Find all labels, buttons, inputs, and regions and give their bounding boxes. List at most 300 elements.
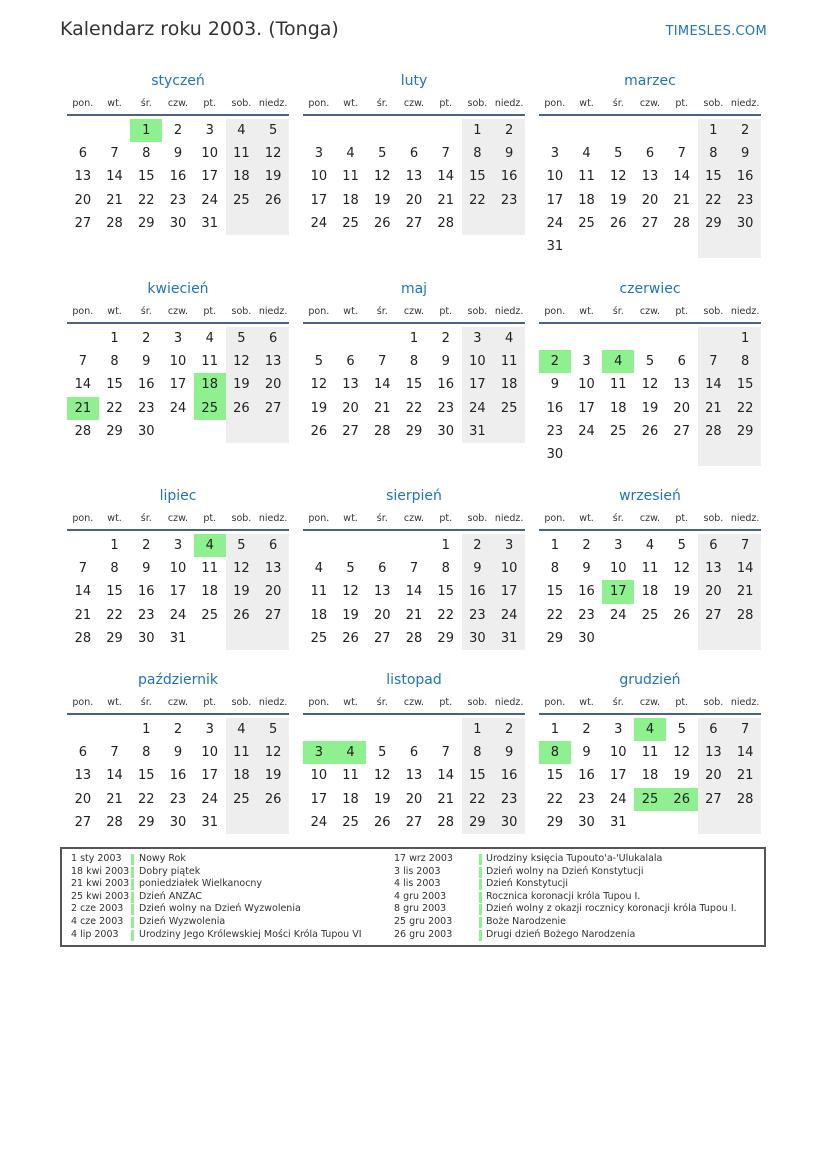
day-cell: 22 [546,791,564,807]
day-cell: 12 [342,584,359,600]
holiday-day-cell: 4 [602,350,634,373]
empty-day-cell [335,534,367,557]
day-cell: 10 [201,745,218,761]
legend-marker [479,879,482,890]
day-cell: 4 [226,718,258,741]
day-cell: 2 [462,534,494,557]
day-cell: 21 [74,607,92,623]
day-cell: 14 [405,584,423,600]
day-cell: 28 [437,814,454,830]
empty-day-cell [99,119,131,142]
weekday-label: pt. [203,697,217,708]
day-cell: 6 [78,146,87,162]
day-cell: 30 [493,811,525,834]
day-cell: 19 [673,768,690,784]
day-cell: 26 [374,814,391,830]
day-cell: 5 [257,718,289,741]
empty-day-cell [602,443,634,466]
weekday-label: wt. [107,513,122,524]
day-cell: 19 [310,400,328,416]
weekday-label: pt. [439,697,453,708]
day-cell: 24 [201,192,218,208]
weekday-label: niedz. [730,306,760,317]
month-name: maj [400,281,428,297]
month-name: czerwiec [619,281,681,297]
day-cell: 15 [462,764,494,787]
day-cell: 24 [578,423,595,439]
day-cell: 6 [257,534,289,557]
day-cell: 31 [201,215,218,231]
day-cell: 26 [226,397,258,420]
empty-day-cell [194,627,226,650]
day-cell: 6 [677,354,686,370]
day-cell: 9 [582,745,591,761]
day-cell: 7 [78,354,87,370]
empty-day-cell [539,119,571,142]
day-cell: 26 [257,189,289,212]
brand-link[interactable]: TIMESLES.COM [665,24,767,39]
weekday-header [539,509,761,531]
day-cell: 20 [374,607,391,623]
empty-day-cell [430,119,462,142]
day-cell: 6 [409,745,419,761]
empty-day-cell [462,212,494,235]
legend-holiday-name: Dzień Konstytucji [486,878,568,890]
day-cell: 10 [310,169,328,185]
day-grid [303,119,525,235]
page-title: Kalendarz roku 2003. (Tonga) [60,18,339,40]
month-name: styczeń [151,73,205,89]
legend-date: 18 kwi 2003 [71,865,130,877]
day-cell: 8 [698,142,730,165]
day-cell: 25 [493,397,525,420]
day-cell: 29 [405,423,423,439]
empty-day-cell [257,627,289,650]
day-cell: 25 [310,630,328,646]
day-cell: 2 [142,331,151,346]
day-cell: 1 [409,331,419,346]
empty-day-cell [698,443,730,466]
day-cell: 13 [257,557,289,580]
day-cell: 15 [546,584,564,600]
day-cell: 20 [405,192,423,208]
month-block [303,278,525,443]
month-block [67,669,289,834]
day-cell: 30 [578,630,595,646]
day-cell: 14 [74,377,92,393]
weekday-label: pon. [308,306,330,317]
day-cell: 14 [106,169,123,185]
empty-day-cell [634,443,666,466]
day-grid [67,718,289,834]
day-cell: 23 [578,791,595,807]
empty-day-cell [398,119,430,142]
empty-day-cell [571,327,603,350]
legend-holiday-name: Rocznica koronacji króla Tupou I. [486,890,641,902]
empty-day-cell [257,420,289,443]
day-cell: 12 [257,142,289,165]
day-cell: 29 [106,423,123,439]
day-cell: 10 [201,146,218,162]
weekday-header [539,693,761,715]
weekday-header [67,302,289,324]
day-cell: 30 [546,446,564,462]
weekday-label: czw. [403,98,425,109]
day-cell: 5 [614,146,623,162]
legend-marker [131,917,134,928]
weekday-label: czw. [639,697,661,708]
empty-day-cell [99,718,131,741]
day-cell: 20 [257,373,289,396]
day-cell: 30 [169,814,187,830]
holiday-day-cell: 25 [194,397,226,420]
empty-day-cell [257,212,289,235]
day-cell: 19 [374,791,391,807]
day-cell: 8 [110,354,119,370]
month-name: grudzień [619,672,681,688]
weekday-label: sob. [703,306,724,317]
day-cell: 5 [226,534,258,557]
day-cell: 4 [645,538,655,553]
legend-marker [131,904,134,915]
day-cell: 15 [698,165,730,188]
weekday-label: pt. [439,513,453,524]
empty-day-cell [398,534,430,557]
day-cell: 26 [226,604,258,627]
day-cell: 1 [462,718,494,741]
day-cell: 12 [673,745,690,761]
day-cell: 16 [546,400,564,416]
weekday-label: czw. [167,697,189,708]
day-cell: 26 [342,630,359,646]
day-cell: 24 [310,215,328,231]
day-cell: 3 [550,146,559,162]
month-block [67,485,289,650]
day-cell: 10 [546,169,564,185]
empty-day-cell [226,811,258,834]
day-cell: 11 [201,561,218,577]
month-block [539,669,761,834]
day-cell: 4 [346,146,355,162]
holiday-day-cell: 4 [335,741,367,764]
legend-date: 26 gru 2003 [394,928,453,940]
weekday-label: śr. [140,306,152,317]
day-cell: 13 [74,169,92,185]
empty-day-cell [634,235,666,258]
holiday-day-cell: 18 [194,373,226,396]
day-cell: 15 [138,169,155,185]
day-cell: 24 [169,607,187,623]
day-cell: 6 [698,534,730,557]
weekday-label: czw. [403,513,425,524]
day-cell: 22 [698,189,730,212]
weekday-label: sob. [703,98,724,109]
day-cell: 10 [578,377,595,393]
day-cell: 26 [374,215,391,231]
day-cell: 17 [310,791,328,807]
day-cell: 17 [546,192,564,208]
day-cell: 10 [493,557,525,580]
weekday-label: pt. [675,513,689,524]
day-cell: 28 [74,630,92,646]
legend-holiday-name: Urodziny Jego Królewskiej Mości Króla Tupou VI [139,928,362,940]
day-cell: 10 [169,561,187,577]
weekday-label: wt. [107,306,122,317]
weekday-label: pon. [544,513,566,524]
day-cell: 27 [405,215,423,231]
holiday-legend [60,847,766,947]
weekday-label: śr. [140,513,152,524]
day-cell: 11 [226,741,258,764]
day-cell: 22 [106,607,123,623]
day-cell: 26 [673,607,690,623]
day-cell: 11 [201,354,218,370]
day-cell: 12 [374,169,391,185]
weekday-label: sob. [703,513,724,524]
holiday-day-cell: 25 [634,788,666,811]
holiday-day-cell: 2 [539,350,571,373]
day-cell: 8 [409,354,419,370]
month-block [67,278,289,443]
day-cell: 8 [142,745,151,761]
day-cell: 10 [610,745,627,761]
empty-day-cell [335,327,367,350]
day-cell: 14 [437,169,454,185]
day-cell: 29 [462,811,494,834]
day-cell: 31 [201,814,218,830]
day-cell: 6 [409,146,419,162]
day-cell: 3 [173,538,183,553]
holiday-day-cell: 3 [303,741,335,764]
day-cell: 15 [138,768,155,784]
day-cell: 9 [142,561,151,577]
empty-day-cell [67,534,99,557]
day-grid [539,327,761,466]
day-cell: 21 [698,397,730,420]
day-cell: 8 [142,146,151,162]
day-cell: 29 [698,212,730,235]
day-cell: 28 [437,215,454,231]
day-cell: 19 [673,584,690,600]
legend-date: 4 lip 2003 [71,928,119,940]
day-cell: 3 [614,722,623,737]
day-cell: 13 [342,377,359,393]
day-cell: 14 [673,169,690,185]
day-grid [539,534,761,650]
weekday-header [539,94,761,116]
day-cell: 5 [677,538,686,553]
day-cell: 25 [641,607,659,623]
day-cell: 27 [74,215,92,231]
day-cell: 23 [729,189,761,212]
day-cell: 3 [205,722,214,737]
day-cell: 5 [314,354,323,370]
day-cell: 1 [110,538,119,553]
day-cell: 31 [169,630,187,646]
empty-day-cell [602,235,634,258]
weekday-label: pt. [675,697,689,708]
weekday-label: wt. [343,98,358,109]
day-cell: 21 [106,192,123,208]
weekday-label: sob. [703,697,724,708]
legend-date: 25 kwi 2003 [71,890,130,902]
day-cell: 12 [374,768,391,784]
holiday-day-cell: 26 [666,788,698,811]
day-cell: 19 [374,192,391,208]
day-cell: 1 [729,327,761,350]
holiday-day-cell: 17 [602,580,634,603]
weekday-label: śr. [376,697,388,708]
empty-day-cell [335,119,367,142]
weekday-label: pon. [544,98,566,109]
legend-date: 17 wrz 2003 [394,853,453,864]
empty-day-cell [67,718,99,741]
weekday-label: sob. [231,306,252,317]
day-cell: 3 [205,123,214,138]
day-cell: 21 [437,791,454,807]
day-cell: 27 [342,423,359,439]
day-cell: 18 [342,791,359,807]
day-cell: 7 [441,146,450,162]
day-cell: 4 [582,146,591,162]
day-cell: 18 [226,165,258,188]
day-cell: 10 [169,354,187,370]
weekday-label: czw. [639,513,661,524]
day-cell: 28 [673,215,690,231]
day-cell: 18 [610,400,627,416]
day-cell: 29 [138,814,155,830]
weekday-label: pon. [544,306,566,317]
holiday-day-cell: 1 [130,119,162,142]
empty-day-cell [634,627,666,650]
day-cell: 7 [409,561,419,577]
day-cell: 12 [673,561,690,577]
day-cell: 6 [257,327,289,350]
day-cell: 22 [405,400,423,416]
day-cell: 28 [106,215,123,231]
legend-marker [479,904,482,915]
day-cell: 17 [493,580,525,603]
holiday-day-cell: 4 [634,718,666,741]
day-cell: 29 [546,814,564,830]
day-cell: 8 [462,142,494,165]
day-cell: 13 [641,169,659,185]
empty-day-cell [666,443,698,466]
weekday-label: pt. [203,98,217,109]
day-cell: 11 [342,768,359,784]
month-name: marzec [624,73,676,89]
weekday-label: pon. [308,697,330,708]
empty-day-cell [162,420,194,443]
day-cell: 5 [378,146,387,162]
day-cell: 11 [310,584,328,600]
day-cell: 30 [138,423,155,439]
day-cell: 20 [342,400,359,416]
empty-day-cell [539,327,571,350]
legend-holiday-name: Dobry piątek [139,865,201,877]
weekday-label: niedz. [494,697,524,708]
legend-holiday-name: Dzień ANZAC [139,890,202,902]
day-cell: 21 [729,580,761,603]
day-cell: 24 [169,400,187,416]
day-cell: 22 [106,400,123,416]
day-cell: 22 [138,791,155,807]
weekday-label: wt. [107,697,122,708]
day-cell: 13 [698,741,730,764]
day-cell: 10 [462,350,494,373]
empty-day-cell [493,212,525,235]
day-cell: 27 [698,788,730,811]
day-cell: 9 [142,354,151,370]
day-cell: 13 [257,350,289,373]
legend-date: 3 lis 2003 [394,865,441,877]
day-cell: 1 [550,722,559,737]
day-cell: 25 [578,215,595,231]
day-cell: 1 [110,331,119,346]
empty-day-cell [666,119,698,142]
day-cell: 12 [226,557,258,580]
legend-holiday-name: Urodziny księcia Tupouto'a-'Ulukalala [486,853,663,864]
day-cell: 28 [106,814,123,830]
day-cell: 13 [673,377,690,393]
weekday-label: niedz. [730,513,760,524]
empty-day-cell [666,235,698,258]
day-grid [539,718,761,834]
day-cell: 15 [546,768,564,784]
weekday-label: niedz. [494,513,524,524]
day-cell: 21 [729,764,761,787]
day-cell: 20 [641,192,659,208]
day-cell: 27 [374,630,391,646]
weekday-label: niedz. [258,98,288,109]
day-cell: 13 [374,584,391,600]
day-cell: 1 [462,119,494,142]
day-cell: 23 [493,788,525,811]
legend-marker [131,930,134,941]
day-cell: 2 [729,119,761,142]
day-cell: 19 [342,607,359,623]
day-cell: 20 [405,791,423,807]
day-cell: 22 [546,607,564,623]
empty-day-cell [698,627,730,650]
weekday-label: pon. [308,513,330,524]
empty-day-cell [571,235,603,258]
day-cell: 26 [610,215,627,231]
day-cell: 29 [138,215,155,231]
day-cell: 2 [173,123,183,138]
weekday-label: niedz. [258,697,288,708]
month-name: kwiecień [147,281,209,297]
day-cell: 1 [441,538,450,553]
weekday-label: wt. [579,306,594,317]
day-cell: 29 [729,420,761,443]
weekday-label: niedz. [730,697,760,708]
day-cell: 31 [493,627,525,650]
legend-date: 25 gru 2003 [394,915,453,927]
legend-marker [479,867,482,878]
empty-day-cell [303,534,335,557]
day-cell: 23 [169,192,187,208]
day-cell: 11 [641,745,659,761]
day-grid [539,119,761,258]
weekday-label: pt. [203,513,217,524]
day-cell: 12 [641,377,659,393]
day-cell: 15 [405,377,423,393]
day-cell: 16 [729,165,761,188]
day-cell: 25 [342,215,359,231]
day-cell: 2 [142,538,151,553]
weekday-label: czw. [639,306,661,317]
